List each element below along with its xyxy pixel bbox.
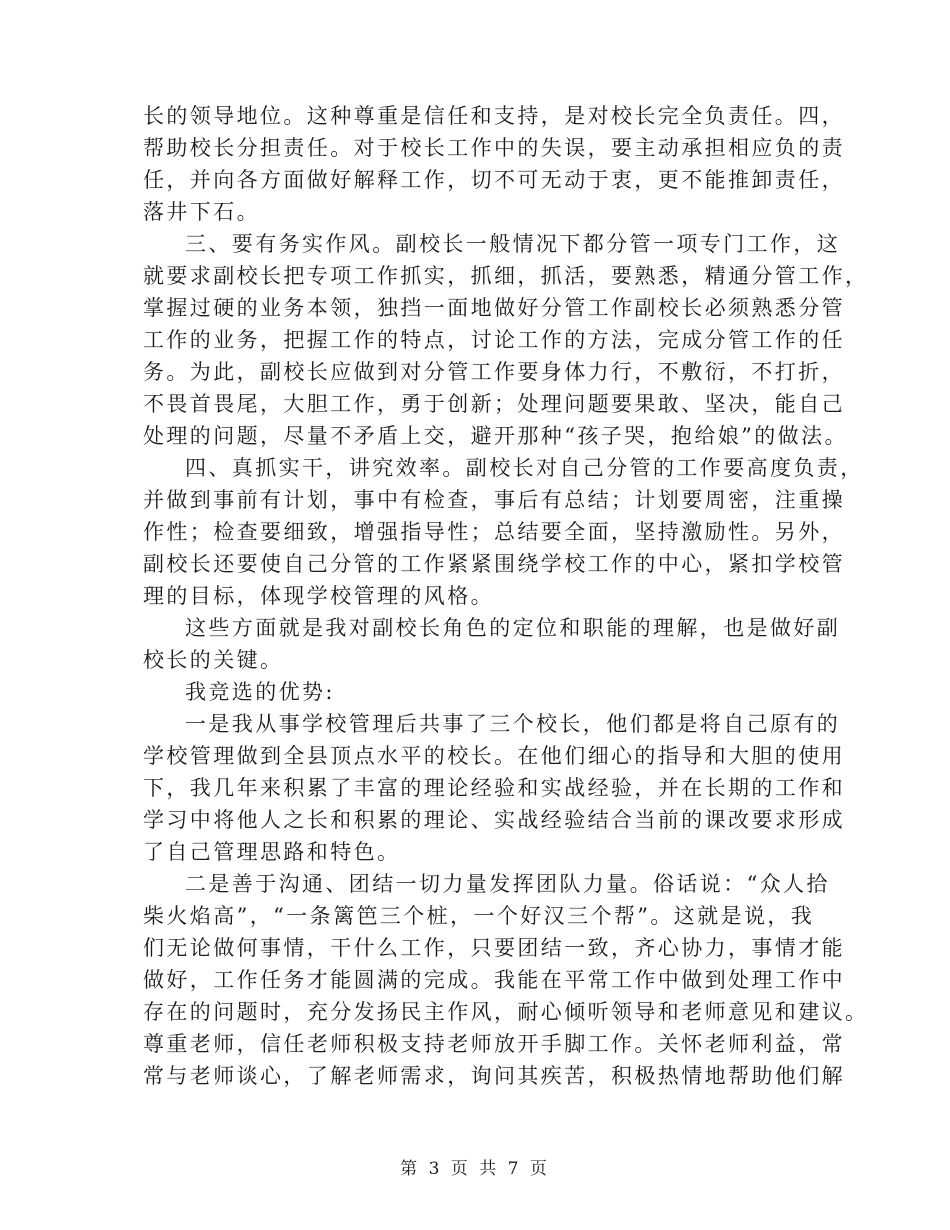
text-line: 常与老师谈心，了解老师需求，询问其疾苦，积极热情地帮助他们解: [143, 1064, 845, 1088]
text-line: 做好，工作任务才能圆满的完成。我能在平常工作中做到处理工作中: [143, 968, 845, 992]
text-line: 落井下石。: [143, 200, 260, 224]
text-line: 学习中将他人之长和积累的理论、实战经验结合当前的课改要求形成: [143, 808, 845, 832]
text-line: 作性；检查要细致，增强指导性；总结要全面，坚持激励性。另外，: [143, 520, 845, 544]
text-line: 一是我从事学校管理后共事了三个校长，他们都是将自己原有的: [185, 712, 841, 736]
text-line: 理的目标，体现学校管理的风格。: [143, 584, 494, 608]
text-line: 了自己管理思路和特色。: [143, 840, 401, 864]
text-line: 不畏首畏尾，大胆工作，勇于创新；处理问题要果敢、坚决，能自己: [143, 392, 845, 416]
text-line: 掌握过硬的业务本领，独挡一面地做好分管工作副校长必须熟悉分管: [143, 296, 845, 320]
text-line: 校长的关键。: [143, 648, 284, 672]
text-line: 就要求副校长把专项工作抓实，抓细，抓活，要熟悉，精通分管工作，: [143, 264, 869, 288]
text-line: 任，并向各方面做好解释工作，切不可无动于衷，更不能推卸责任，: [143, 168, 845, 192]
text-line: 们无论做何事情，干什么工作，只要团结一致，齐心协力，事情才能: [143, 936, 845, 960]
text-line: 务。为此，副校长应做到对分管工作要身体力行，不敷衍，不打折，: [143, 360, 845, 384]
text-line: 四、真抓实干，讲究效率。副校长对自己分管的工作要高度负责，: [185, 456, 864, 480]
text-line: 柴火焰高”，“一条篱笆三个桩，一个好汉三个帮”。这就是说，我: [143, 904, 815, 928]
text-line: 下，我几年来积累了丰富的理论经验和实战经验，并在长期的工作和: [143, 776, 845, 800]
text-line: 学校管理做到全县顶点水平的校长。在他们细心的指导和大胆的使用: [143, 744, 845, 768]
text-line: 三、要有务实作风。副校长一般情况下都分管一项专门工作，这: [185, 232, 841, 256]
document-body: [143, 100, 869, 1092]
text-line: 并做到事前有计划，事中有检查，事后有总结；计划要周密，注重操: [143, 488, 845, 512]
text-line: 长的领导地位。这种尊重是信任和支持，是对校长完全负责任。四，: [143, 104, 845, 128]
text-line: 工作的业务，把握工作的特点，讨论工作的方法，完成分管工作的任: [143, 328, 845, 352]
text-line: 我竞选的优势:: [185, 680, 335, 704]
page-footer: 第 3 页 共 7 页: [400, 1159, 550, 1179]
text-line: 处理的问题，尽量不矛盾上交，避开那种“孩子哭，抱给娘”的做法。: [143, 424, 848, 448]
text-line: 二是善于沟通、团结一切力量发挥团队力量。俗话说：“众人拾: [185, 872, 830, 896]
text-line: 这些方面就是我对副校长角色的定位和职能的理解，也是做好副: [185, 616, 841, 640]
text-line: 尊重老师，信任老师积极支持老师放开手脚工作。关怀老师利益，常: [143, 1032, 845, 1056]
text-line: 副校长还要使自己分管的工作紧紧围绕学校工作的中心，紧扣学校管: [143, 552, 845, 576]
text-line: 帮助校长分担责任。对于校长工作中的失误，要主动承担相应负的责: [143, 136, 845, 160]
text-line: 存在的问题时，充分发扬民主作风，耐心倾听领导和老师意见和建议。: [143, 1000, 869, 1024]
